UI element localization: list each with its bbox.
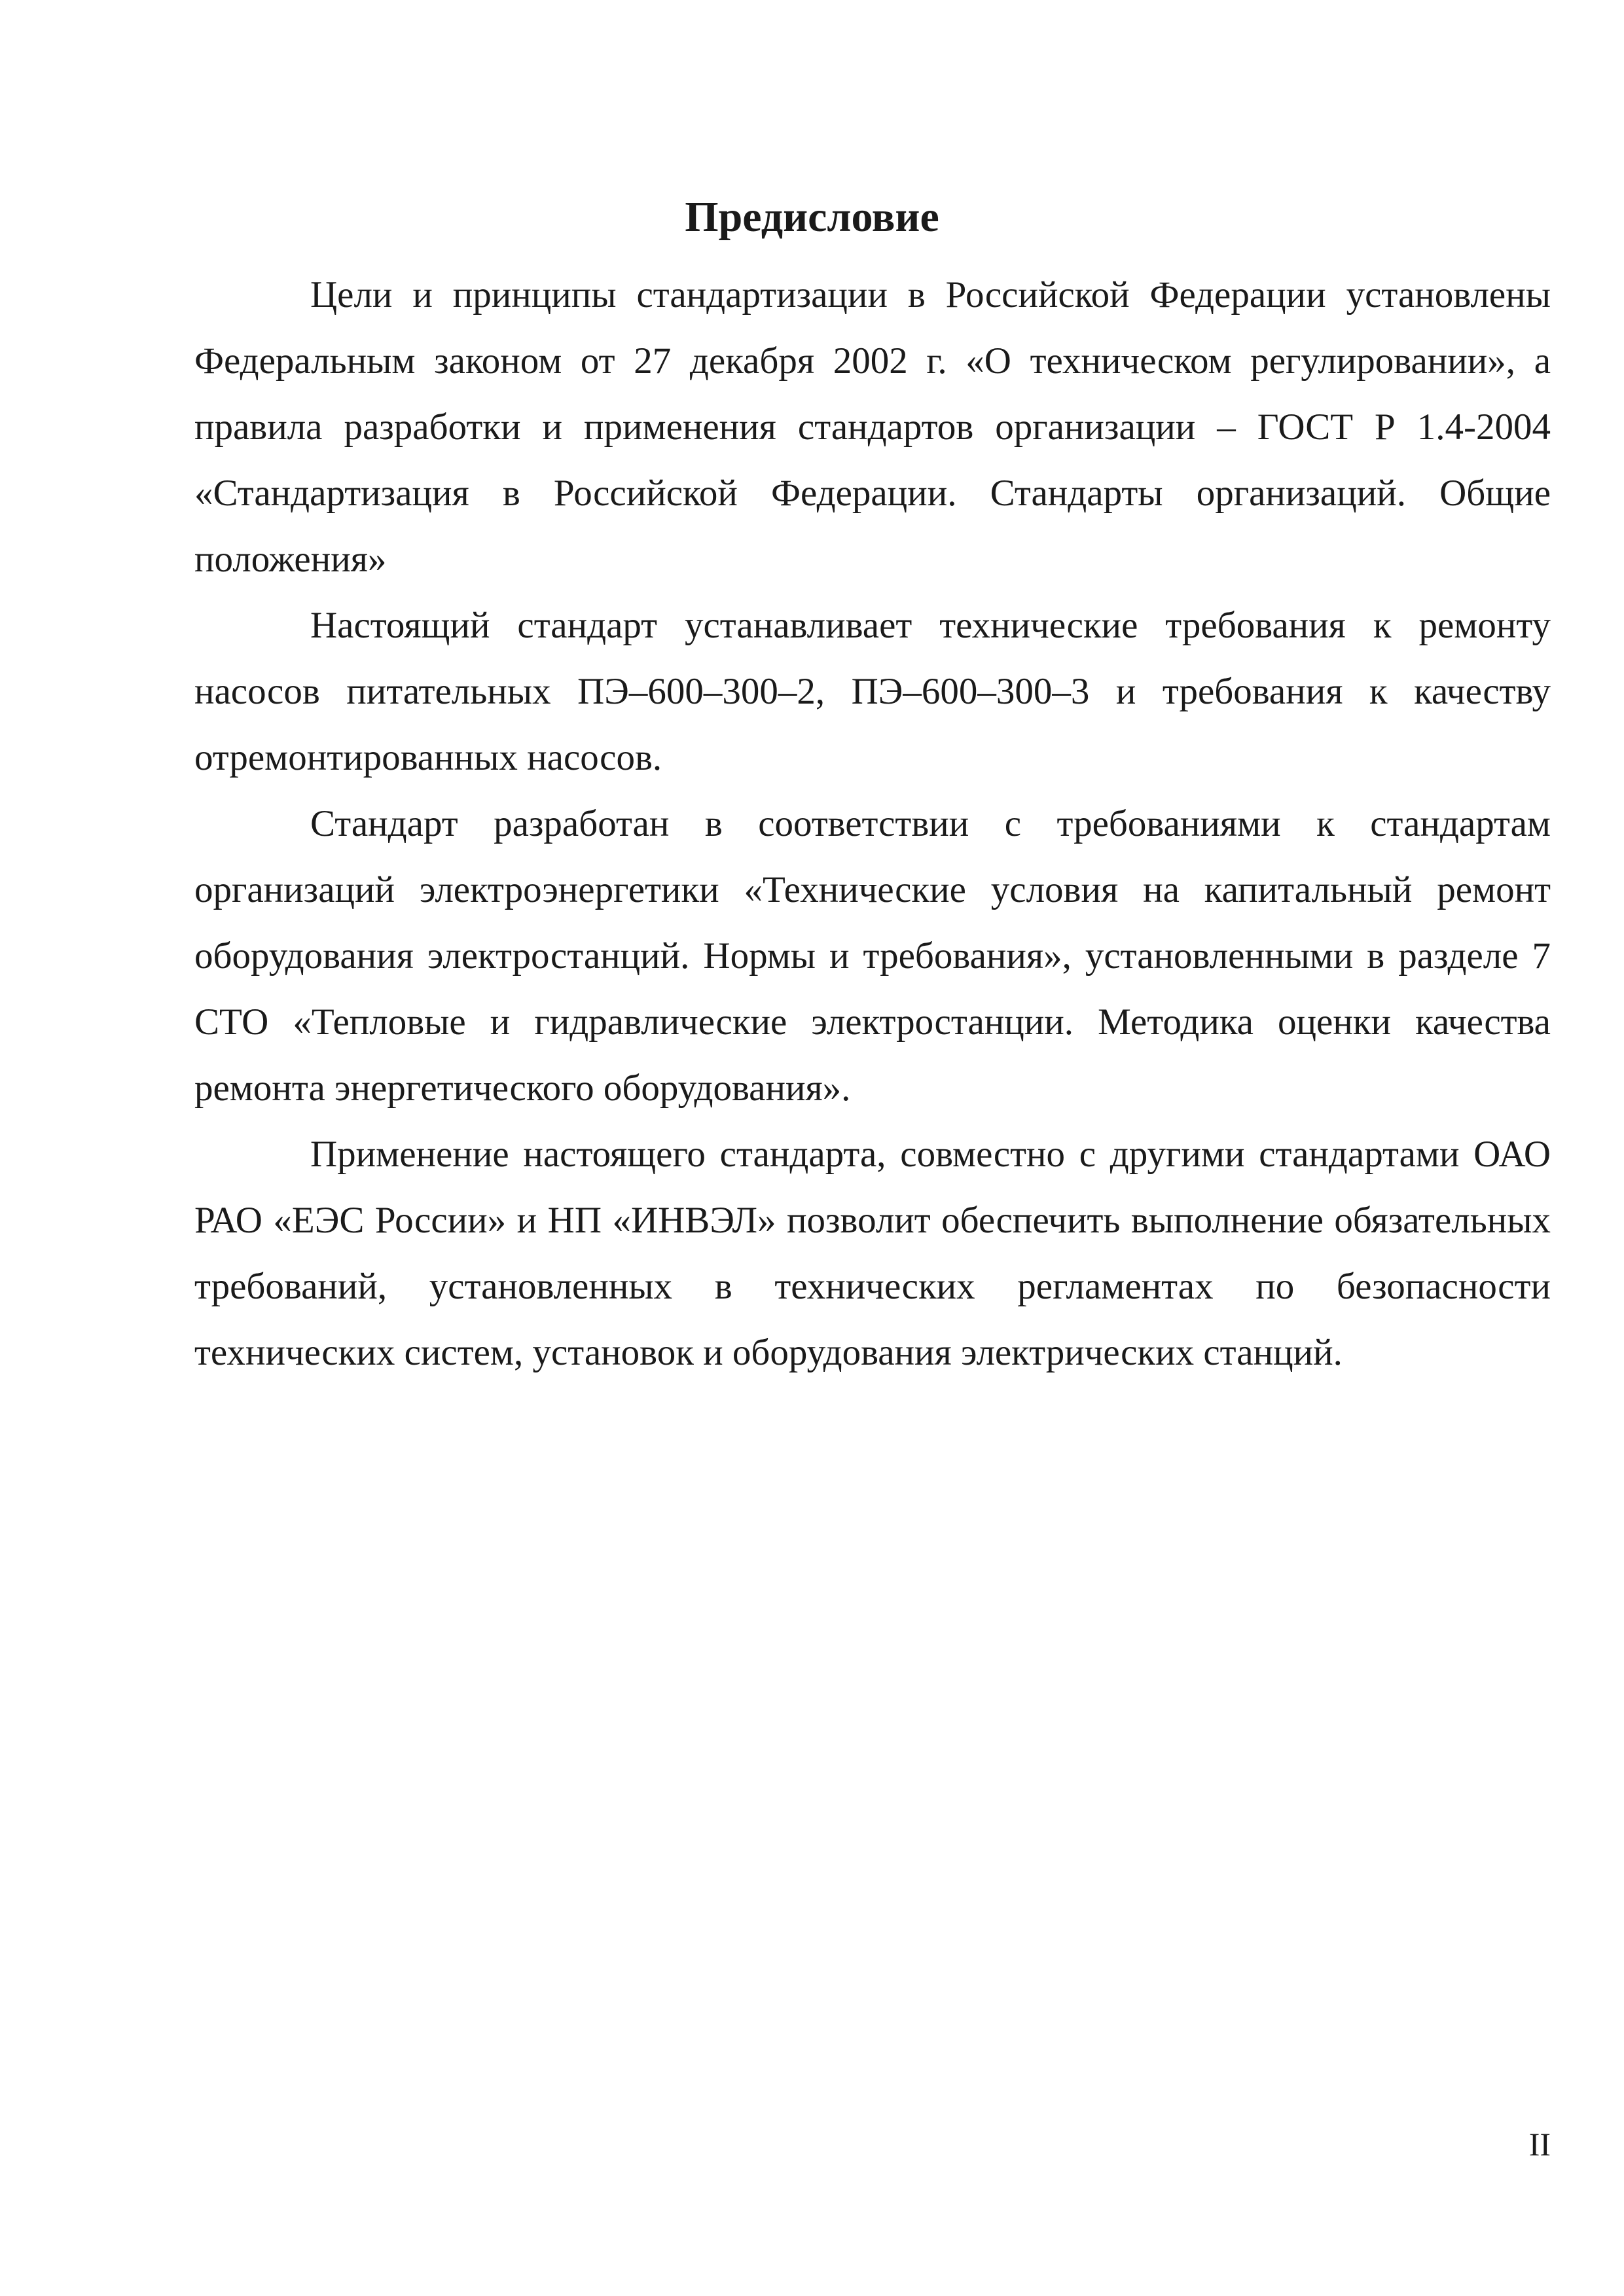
foreword-body bbox=[194, 262, 1551, 1386]
page-number: II bbox=[1528, 2126, 1551, 2162]
paragraph-application: Применение настоящего стандарта, совместно с другими стандартами ОАО РАО «ЕЭС России» и НП «ИНВЭЛ» позволит обеспечить выполнение обязательных требований, установленных в технических регламентах по безопасности технических систем, установок и оборудования электрических станций. bbox=[194, 1134, 1551, 1373]
page-title: Предисловие bbox=[685, 193, 939, 241]
paragraph-standardization-goals: Цели и принципы стандартизации в Российской Федерации установлены Федеральным законом от 27 декабря 2002 г. «О техническом регулировании», а правила разработки и применения стандартов организации – ГОСТ Р 1.4-2004 «Стандартизация в Российской Федерации. Стандарты организаций. Общие положения» bbox=[194, 274, 1551, 580]
paragraph-scope: Настоящий стандарт устанавливает технические требования к ремонту насосов питательных ПЭ–600–300–2, ПЭ–600–300–3 и требования к качеству отремонтированных насосов. bbox=[194, 605, 1551, 778]
paragraph-development-basis: Стандарт разработан в соответствии с требованиями к стандартам организаций электроэнергетики «Технические условия на капитальный ремонт оборудования электростанций. Нормы и требования», установленными в разделе 7 СТО «Тепловые и гидравлические электростанции. Методика оценки качества ремонта энергетического оборудования». bbox=[194, 803, 1551, 1109]
